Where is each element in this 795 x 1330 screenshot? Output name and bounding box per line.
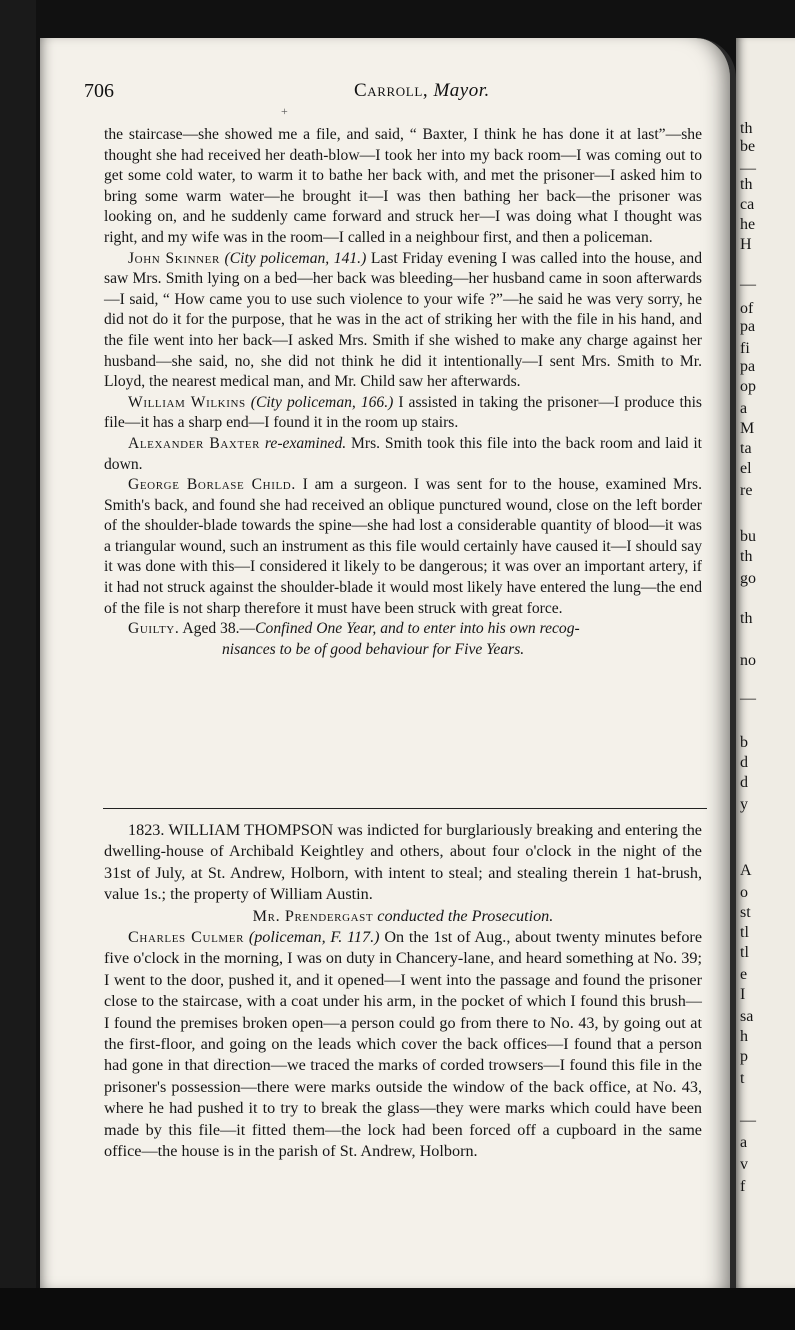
adjacent-page-fragment: a (740, 400, 748, 417)
indictment-text: was indicted for burglariously breaking and entering the dwelling-house of Archibald Keightley and others, about four o'clock in the night of the 31st of July, at St. Andrew, Holborn, with intent to steal; and stealing therein 1 hat-brush, value 1s.; the property of William Austin. (104, 821, 702, 904)
adjacent-page-fragment: b (740, 734, 748, 751)
adjacent-page-fragment: f (740, 1178, 746, 1195)
verdict-sentence-line2: nisances to be of good behaviour for Five Years. (222, 640, 525, 658)
prosecution-text: conducted the Prosecution. (373, 906, 554, 925)
testimony-paragraph-wilkins (104, 393, 702, 434)
witness-name: William Wilkins (128, 393, 246, 411)
adjacent-page-fragment: th (740, 548, 753, 565)
case-1823 (104, 820, 702, 1163)
printer-mark: + (281, 104, 288, 118)
running-head-title: Mayor. (433, 80, 490, 101)
case-number: 1823. (128, 821, 165, 839)
adjacent-page-fragment: d (740, 774, 748, 791)
adjacent-page-fragment: v (740, 1156, 748, 1173)
page-number: 706 (84, 80, 114, 102)
page-header (84, 80, 524, 106)
section-divider (103, 808, 707, 809)
adjacent-page-fragment: I (740, 986, 746, 1003)
adjacent-page-fragment: M (740, 420, 755, 437)
adjacent-page-fragment: re (740, 482, 753, 499)
adjacent-page-fragment: y (740, 796, 748, 813)
testimony-section-1 (104, 125, 702, 660)
adjacent-page-fragment: ca (740, 196, 755, 213)
adjacent-page-fragment: — (740, 690, 756, 707)
verdict-label: Guilty. (128, 620, 180, 638)
prosecution-line (104, 906, 702, 927)
witness-name: Charles Culmer (128, 928, 245, 947)
adjacent-page-fragment: th (740, 120, 753, 137)
witness-name: John Skinner (128, 249, 220, 267)
witness-testimony: Mrs. Smith took this file into the back room and laid it down. (104, 434, 703, 473)
witness-name: Alexander Baxter (128, 434, 261, 452)
adjacent-page-fragment: no (740, 652, 756, 669)
witness-testimony: I am a surgeon. I was sent for to the house, examined Mrs. Smith's back, and found she had received an oblique punctured wound, close on the left border of the shoulder-blade towards the spine—she had lost a considerable quantity of blood—it was a triangular wound, such an instrument as this file would certainly have caused it—I should say it was done with this—I considered it likely to be dangerous; it was over an important artery, if it had not struck against the shoulder-blade it would most likely have entered the lung—the end of the file is not sharp therefore it must have been struck with great force. (104, 476, 702, 617)
witness-name: George Borlase Child. (128, 476, 296, 494)
witness-testimony: Last Friday evening I was called into the house, and saw Mrs. Smith lying on a bed—her back was bleeding—her husband came in soon afterwards—I said, “ How came you to use such violence to your wife ?”—he said he was very sorry, he did not do it for the purpose, that he was in the act of striking her with the file in his hand, and the file went into her back—I asked Mrs. Smith if she wished to make any charge against her husband—she said, no, she did not think he did it intentionally—I sent Mrs. Smith to Mr. Lloyd, the nearest medical man, and Mr. Child saw her afterwards. (104, 249, 702, 391)
adjacent-page-fragment: ta (740, 440, 752, 457)
adjacent-page-fragment: — (740, 1112, 756, 1129)
adjacent-page-fragment: st (740, 904, 751, 921)
witness-role: (policeman, F. 117.) (248, 928, 380, 947)
witness-testimony: I assisted in taking the prisoner—I produce this file—it has a sharp end—I found it in the room up stairs. (104, 393, 702, 432)
adjacent-page-fragment: be (740, 138, 756, 155)
adjacent-page-fragment: tl (740, 944, 749, 961)
adjacent-page-fragment: he (740, 216, 756, 233)
adjacent-page-fragment: pa (740, 358, 756, 375)
testimony-paragraph-child (104, 475, 702, 619)
testimony-paragraph-baxter: the staircase—she showed me a file, and said, “ Baxter, I think he has done it at last”—she thought she had received her death-blow—I took her into my back room—I was coming out to get some cold water, to warm it to bathe her back with, and met the prisoner—I asked him to bring some warm water—he brought it—I was then bathing her back—the prisoner was looking on, and he suddenly came forward and struck her—I was doing what I thought was right, and my wife was in the room—I called in a neighbour first, and then a policeman. (104, 126, 702, 246)
adjacent-page-fragment: of (740, 300, 754, 317)
adjacent-page-fragment: th (740, 176, 753, 193)
adjacent-page-fragment: fi (740, 340, 750, 357)
adjacent-page-fragment: p (740, 1048, 748, 1065)
scan-gutter-left (0, 0, 36, 1330)
scan-bottom-band (0, 1288, 795, 1330)
running-head-name: Carroll, (354, 80, 429, 101)
testimony-paragraph-culmer (104, 927, 702, 1162)
adjacent-page-fragment: a (740, 1134, 748, 1151)
adjacent-page-fragment: go (740, 570, 756, 587)
witness-testimony: On the 1st of Aug., about twenty minutes before five o'clock in the morning, I was on duty in Chancery-lane, and heard something at No. 39; I went to the door, pushed it, and it opened—I went into the passage and found the prisoner close to the staircase, with a coat under his arm, in the pocket of which I found this brush—I found the premises broken open—a person could go from there to No. 43, by going out at the first-floor, and going on the leads which cover the back offices—I found that a person had gone in that direction—we traced the marks of corded trowsers—I found this file in the prisoner's possession—there were marks outside the window of the back office, at No. 43, where he had pushed it to try to break the glass—they were marks which could have been made by this file—it fitted them—the lock had been forced off a cupboard in the same office—the house is in the parish of St. Andrew, Holborn. (104, 928, 703, 1161)
indictment-paragraph (104, 820, 702, 906)
adjacent-page-fragment: H (740, 236, 752, 253)
adjacent-page-fragment: — (740, 160, 756, 177)
adjacent-page-fragment: th (740, 610, 753, 627)
adjacent-page-fragment: d (740, 754, 748, 771)
verdict-sentence-line1: Confined One Year, and to enter into his own recog- (255, 620, 580, 638)
adjacent-page-fragment: — (740, 276, 756, 293)
adjacent-page-fragment: A (740, 862, 752, 879)
adjacent-page-fragment: o (740, 884, 748, 901)
testimony-paragraph-skinner (104, 249, 702, 393)
verdict (104, 619, 702, 640)
verdict-age: Aged 38.— (179, 620, 256, 638)
adjacent-page-fragment: tl (740, 924, 749, 941)
adjacent-page-fragment: bu (740, 528, 756, 545)
adjacent-page-fragment: pa (740, 318, 756, 335)
adjacent-page-edge (736, 38, 795, 1288)
adjacent-page-fragment: e (740, 966, 748, 983)
running-head (354, 80, 490, 102)
adjacent-page-fragment: t (740, 1070, 745, 1087)
witness-role: (City policeman, 166.) (250, 393, 394, 411)
witness-role: (City policeman, 141.) (224, 249, 367, 267)
adjacent-page-fragment: op (740, 378, 756, 395)
adjacent-page-fragment: h (740, 1028, 748, 1045)
verdict-continuation (104, 640, 702, 661)
testimony-paragraph-baxter-reexamined (104, 434, 702, 475)
defendant-name: WILLIAM THOMPSON (168, 821, 334, 839)
adjacent-page-fragment: el (740, 460, 752, 477)
prosecutor-name: Mr. Prendergast (252, 906, 374, 925)
adjacent-page-fragment: sa (740, 1008, 754, 1025)
witness-role: re-examined. (264, 434, 347, 452)
